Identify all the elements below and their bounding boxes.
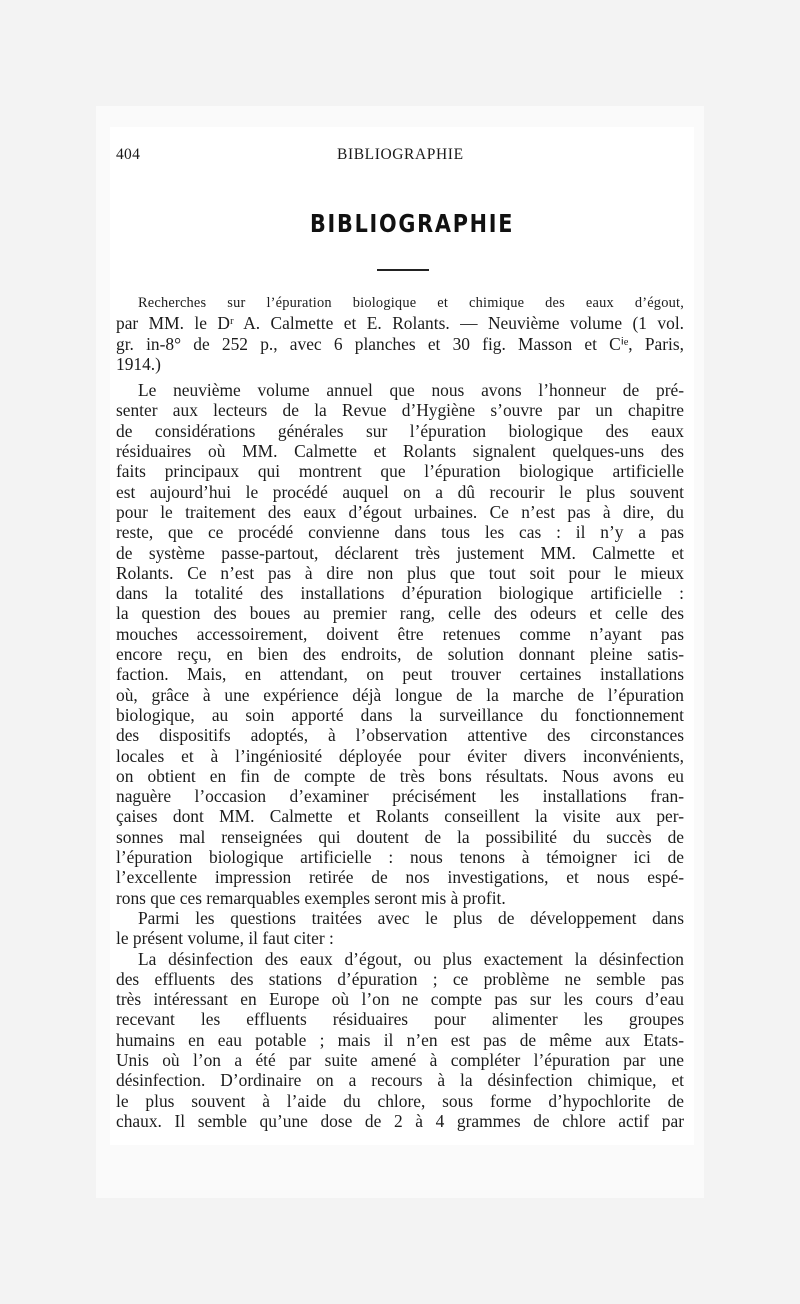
text-line: des dispositifs adoptés, à l’observation attentive des circonstances [116, 725, 684, 746]
text-line: reste, que ce procédé convienne dans tous les cas : il n’y a pas [116, 522, 684, 543]
text-line: la question des boues au premier rang, celle des odeurs et celle des [116, 603, 684, 624]
text-line: des effluents des stations d’épuration ; ce problème ne semble pas [116, 968, 684, 989]
text-line: çaises dont MM. Calmette et Rolants conseillent la visite aux per- [116, 806, 684, 827]
text-line: on obtient en fin de compte de très bons résultats. Nous avons eu [116, 765, 684, 786]
text-line: l’épuration biologique artificielle : nous tenons à témoigner ici de [116, 847, 684, 868]
text-line: est aujourd’hui le procédé auquel on a dû recourir le plus souvent [116, 481, 684, 502]
running-header [110, 140, 514, 170]
text-line: le présent volume, il faut citer : [116, 928, 334, 949]
paragraph [116, 949, 684, 1132]
text-line: naguère l’occasion d’examiner précisément les installations fran- [116, 786, 684, 807]
text-line: Rolants. Ce n’est pas à dire non plus que tout soit pour le mieux [116, 562, 684, 583]
text-line: La désinfection des eaux d’égout, ou plus exactement la désinfection [138, 948, 684, 969]
text-line: pour le traitement des eaux d’égout urbaines. Ce n’est pas à dire, du [116, 501, 684, 522]
text-line: très intéressant en Europe où l’on ne compte pas sur les cours d’eau [116, 989, 684, 1010]
text-line: faction. Mais, en attendant, on peut trouver certaines installations [116, 664, 684, 685]
text-line: humains en eau potable ; mais il n’en est pas de même aux Etats- [116, 1029, 684, 1050]
running-title: BIBLIOGRAPHIE [337, 146, 464, 163]
text-line: mouches accessoirement, doivent être retenues comme n’ayant pas [116, 623, 684, 644]
text-line: Recherches sur l’épuration biologique et chimique des eaux d’égout, [138, 295, 684, 311]
title-block [296, 205, 514, 275]
text-line: Unis où l’on a été par suite amené à compléter l’épuration par une [116, 1049, 684, 1070]
text-line: le plus souvent à l’aide du chlore, sous forme d’hypochlorite de [116, 1090, 684, 1111]
text-line: biologique, au soin apporté dans la surveillance du fonctionnement [116, 704, 684, 725]
page-number: 404 [116, 146, 141, 163]
text-line: de système passe-partout, déclarent très justement MM. Calmette et [116, 542, 684, 563]
text-line: de considérations générales sur l’épuration biologique des eaux [116, 420, 684, 441]
text-line: par MM. le Dʳ A. Calmette et E. Rolants. — Neuvième volume (1 vol. [116, 313, 684, 334]
citation [116, 293, 684, 374]
text-line: l’excellente impression retirée de nos investigations, et nous espé- [116, 867, 684, 888]
text-line: senter aux lecteurs de la Revue d’Hygiène s’ouvre par un chapitre [116, 400, 684, 421]
article-body [116, 293, 684, 1131]
paragraph [116, 908, 684, 949]
paragraph [116, 380, 684, 908]
text-line: désinfection. D’ordinaire on a recours à la désinfection chimique, et [116, 1070, 684, 1091]
text-line: Le neuvième volume annuel que nous avons l’honneur de pré- [138, 380, 684, 401]
text-line: recevant les effluents résiduaires pour alimenter les groupes [116, 1009, 684, 1030]
text-line: sonnes mal renseignées qui doutent de la possibilité du succès de [116, 826, 684, 847]
title-rule [377, 269, 429, 271]
section-title: BIBLIOGRAPHIE [310, 209, 515, 238]
text-line: chaux. Il semble qu’une dose de 2 à 4 grammes de chlore actif par [116, 1110, 684, 1131]
text-line: où, grâce à une expérience déjà longue de la marche de l’épuration [116, 684, 684, 705]
text-line: encore reçu, en bien des endroits, de solution donnant pleine satis- [116, 644, 684, 665]
text-line: résiduaires où MM. Calmette et Rolants signalent quelques-uns des [116, 441, 684, 462]
text-line: Parmi les questions traitées avec le plus de développement dans [138, 907, 684, 928]
text-line: locales et à l’ingéniosité déployée pour éviter divers inconvénients, [116, 745, 684, 766]
text-line: gr. in-8° de 252 p., avec 6 planches et 30 fig. Masson et Cⁱᵉ, Paris, [116, 333, 684, 354]
text-line: dans la totalité des installations d’épuration biologique artificielle : [116, 583, 684, 604]
text-line: 1914.) [116, 353, 161, 374]
text-line: rons que ces remarquables exemples seront mis à profit. [116, 887, 506, 908]
text-line: faits principaux qui montrent que l’épuration biologique artificielle [116, 461, 684, 482]
